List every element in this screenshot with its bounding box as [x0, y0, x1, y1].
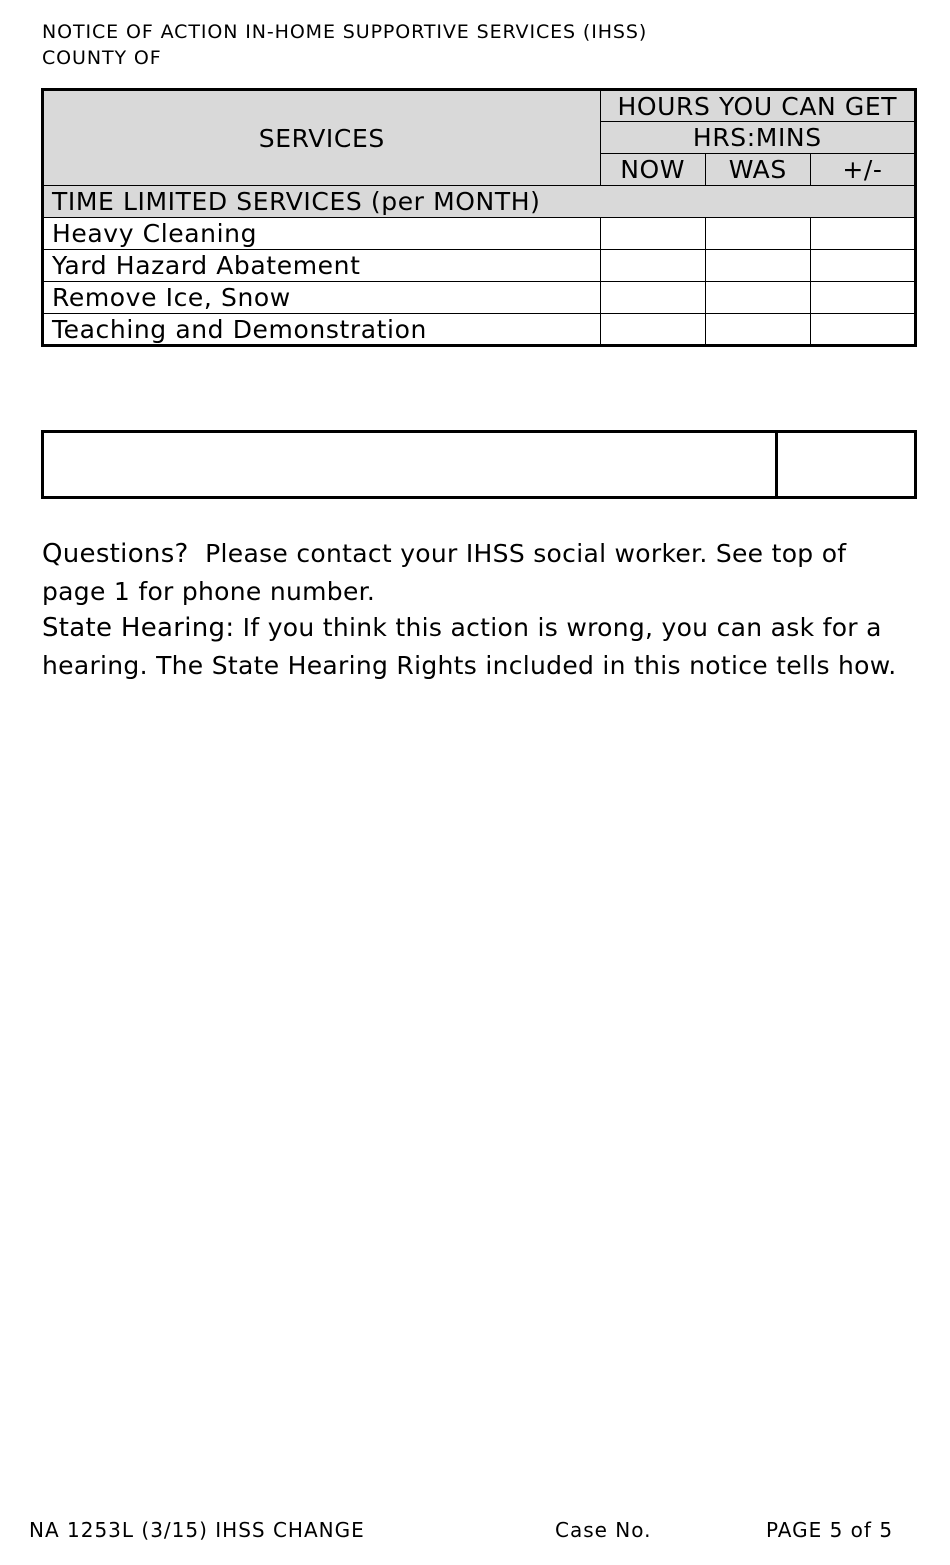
- was-cell[interactable]: [705, 218, 810, 250]
- questions-lead: Questions?: [42, 539, 189, 569]
- table-row: [43, 314, 916, 346]
- now-cell[interactable]: [600, 282, 705, 314]
- row-label: Yard Hazard Abatement: [43, 250, 601, 282]
- diff-cell[interactable]: [810, 218, 915, 250]
- services-header: SERVICES: [43, 90, 601, 186]
- now-cell[interactable]: [600, 218, 705, 250]
- page-number: PAGE 5 of 5: [766, 1518, 894, 1542]
- notice-title: NOTICE OF ACTION IN-HOME SUPPORTIVE SERVICES (IHSS): [42, 21, 648, 43]
- case-number-label: Case No.: [555, 1518, 652, 1542]
- was-cell[interactable]: [705, 282, 810, 314]
- now-cell[interactable]: [600, 314, 705, 346]
- section-label: TIME LIMITED SERVICES (per MONTH): [43, 186, 916, 218]
- row-label: Remove Ice, Snow: [43, 282, 601, 314]
- state-hearing-text: If you think this action is wrong, you can ask for a hearing. The State Hearing Rights included in this notice tells how.: [42, 613, 897, 680]
- col-was-header: WAS: [705, 154, 810, 186]
- diff-cell[interactable]: [810, 314, 915, 346]
- table-row: [43, 250, 916, 282]
- questions-text: Please contact your IHSS social worker. See top of page 1 for phone number.: [42, 539, 847, 606]
- hrs-mins-header: HRS:MINS: [600, 122, 915, 154]
- row-label: Teaching and Demonstration: [43, 314, 601, 346]
- state-hearing-lead: State Hearing:: [42, 613, 235, 643]
- county-label: COUNTY OF: [42, 47, 162, 69]
- state-hearing-paragraph: [42, 609, 902, 684]
- was-cell[interactable]: [705, 314, 810, 346]
- row-label: Heavy Cleaning: [43, 218, 601, 250]
- diff-cell[interactable]: [810, 250, 915, 282]
- now-cell[interactable]: [600, 250, 705, 282]
- diff-cell[interactable]: [810, 282, 915, 314]
- questions-paragraph: [42, 535, 902, 610]
- table-row: [43, 218, 916, 250]
- services-table: [41, 88, 917, 347]
- was-cell[interactable]: [705, 250, 810, 282]
- total-box: [41, 430, 917, 499]
- hours-header: HOURS YOU CAN GET: [600, 90, 915, 122]
- col-now-header: NOW: [600, 154, 705, 186]
- form-id: NA 1253L (3/15) IHSS CHANGE: [29, 1518, 365, 1542]
- table-row: [43, 282, 916, 314]
- total-box-divider: [775, 433, 778, 496]
- col-diff-header: +/-: [810, 154, 915, 186]
